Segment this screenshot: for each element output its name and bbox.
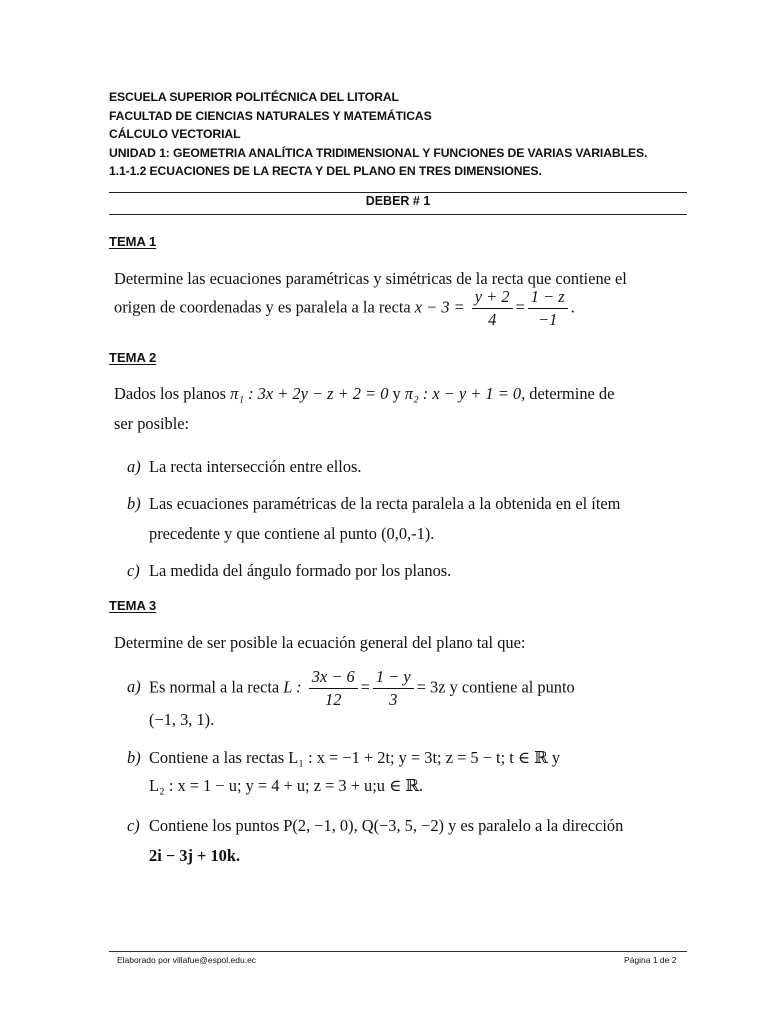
tema-3-title: TEMA 3 <box>109 598 157 613</box>
tema-1-line-2 <box>114 286 689 331</box>
document-header <box>109 88 689 181</box>
assignment-divider <box>109 214 687 215</box>
item-text: La medida del ángulo formado por los planos. <box>149 561 452 580</box>
tema-2-line-1 <box>114 384 689 404</box>
tema-3-item-a <box>127 666 692 711</box>
tema-2-title: TEMA 2 <box>109 350 157 365</box>
header-institution: ESCUELA SUPERIOR POLITÉCNICA DEL LITORAL <box>109 90 399 104</box>
tema-1-line-2-text: origen de coordenadas y es paralela a la recta <box>114 297 415 317</box>
footer-author: Elaborado por villafue@espol.edu.ec <box>117 955 257 965</box>
footer-divider <box>109 951 687 952</box>
tema-1-eq-mid: = <box>515 297 525 317</box>
item-text: Contiene a las rectas L₁ : x = −1 + 2t; y = 3t; z = 5 − t; t ∈ ℝ y <box>149 748 561 767</box>
tema-1-fraction-1 <box>472 286 513 331</box>
assignment-title: DEBER # 1 <box>365 194 431 208</box>
tema-1-eq-end: . <box>570 297 575 317</box>
item-text: Es normal a la recta <box>149 677 284 697</box>
tema-3-item-c-continuation: 2i − 3j + 10k. <box>149 846 241 865</box>
item-label: c) <box>127 816 140 835</box>
fraction-denominator: 12 <box>325 690 342 709</box>
fraction-numerator: 3x − 6 <box>309 666 358 689</box>
fraction-numerator: y + 2 <box>472 286 513 309</box>
item-label: b) <box>127 494 141 513</box>
item-label: a) <box>127 677 141 697</box>
tema-3-fraction-2 <box>373 666 414 711</box>
header-topic: 1.1-1.2 ECUACIONES DE LA RECTA Y DEL PLANO EN TRES DIMENSIONES. <box>109 164 542 179</box>
tema-3-eq: = <box>360 677 370 697</box>
fraction-denominator: −1 <box>538 310 558 329</box>
top-divider <box>109 192 687 193</box>
fraction-denominator: 3 <box>389 690 398 709</box>
tema-2-plane-2: π₂ : x − y + 1 = 0 <box>404 384 522 403</box>
tema-3-item-b <box>127 748 692 768</box>
tema-1-title: TEMA 1 <box>109 234 157 249</box>
fraction-numerator: 1 − z <box>528 286 568 309</box>
item-label: a) <box>127 457 141 476</box>
fraction-numerator: 1 − y <box>373 666 414 689</box>
tema-2-text-b: y <box>388 384 405 403</box>
item-text: Contiene los puntos P(2, −1, 0), Q(−3, 5, −2) y es paralelo a la dirección <box>149 816 624 835</box>
line-name: L : <box>283 677 302 697</box>
tema-2-item-b-continuation: precedente y que contiene al punto (0,0,-1). <box>149 524 435 543</box>
footer-page-number: Página 1 de 2 <box>624 955 677 965</box>
tema-2-line-2: ser posible: <box>114 414 190 433</box>
item-text: La recta intersección entre ellos. <box>149 457 362 476</box>
tema-3-intro: Determine de ser posible la ecuación general del plano tal que: <box>114 633 526 652</box>
item-label: c) <box>127 561 140 580</box>
tema-2-text-a: Dados los planos <box>114 384 231 403</box>
tema-2-item-c <box>127 561 692 581</box>
tema-1-fraction-2 <box>528 286 568 331</box>
tema-1-eq-lhs: x − 3 = <box>414 297 465 317</box>
tema-2-plane-1: π₁ : 3x + 2y − z + 2 = 0 <box>230 384 389 403</box>
item-label: b) <box>127 748 141 767</box>
tema-2-item-a <box>127 457 692 477</box>
tema-1-line-1: Determine las ecuaciones paramétricas y simétricas de la recta que contiene el <box>114 269 627 288</box>
header-course: CÁLCULO VECTORIAL <box>109 127 241 142</box>
item-text: Las ecuaciones paramétricas de la recta paralela a la obtenida en el ítem <box>149 494 621 513</box>
tema-3-item-b-continuation: L₂ : x = 1 − u; y = 4 + u; z = 3 + u;u ∈ ℝ. <box>149 776 424 795</box>
tema-3-item-c <box>127 816 692 836</box>
tema-2-text-c: , determine de <box>521 384 615 403</box>
fraction-denominator: 4 <box>488 310 497 329</box>
item-text-tail: = 3z y contiene al punto <box>416 677 575 697</box>
tema-2-item-b <box>127 494 692 514</box>
tema-3-item-a-continuation: (−1, 3, 1). <box>149 710 215 729</box>
tema-3-fraction-1 <box>309 666 358 711</box>
header-unit: UNIDAD 1: GEOMETRIA ANALÍTICA TRIDIMENSIONAL Y FUNCIONES DE VARIAS VARIABLES. <box>109 145 648 160</box>
header-faculty: FACULTAD DE CIENCIAS NATURALES Y MATEMÁTICAS <box>109 108 432 123</box>
